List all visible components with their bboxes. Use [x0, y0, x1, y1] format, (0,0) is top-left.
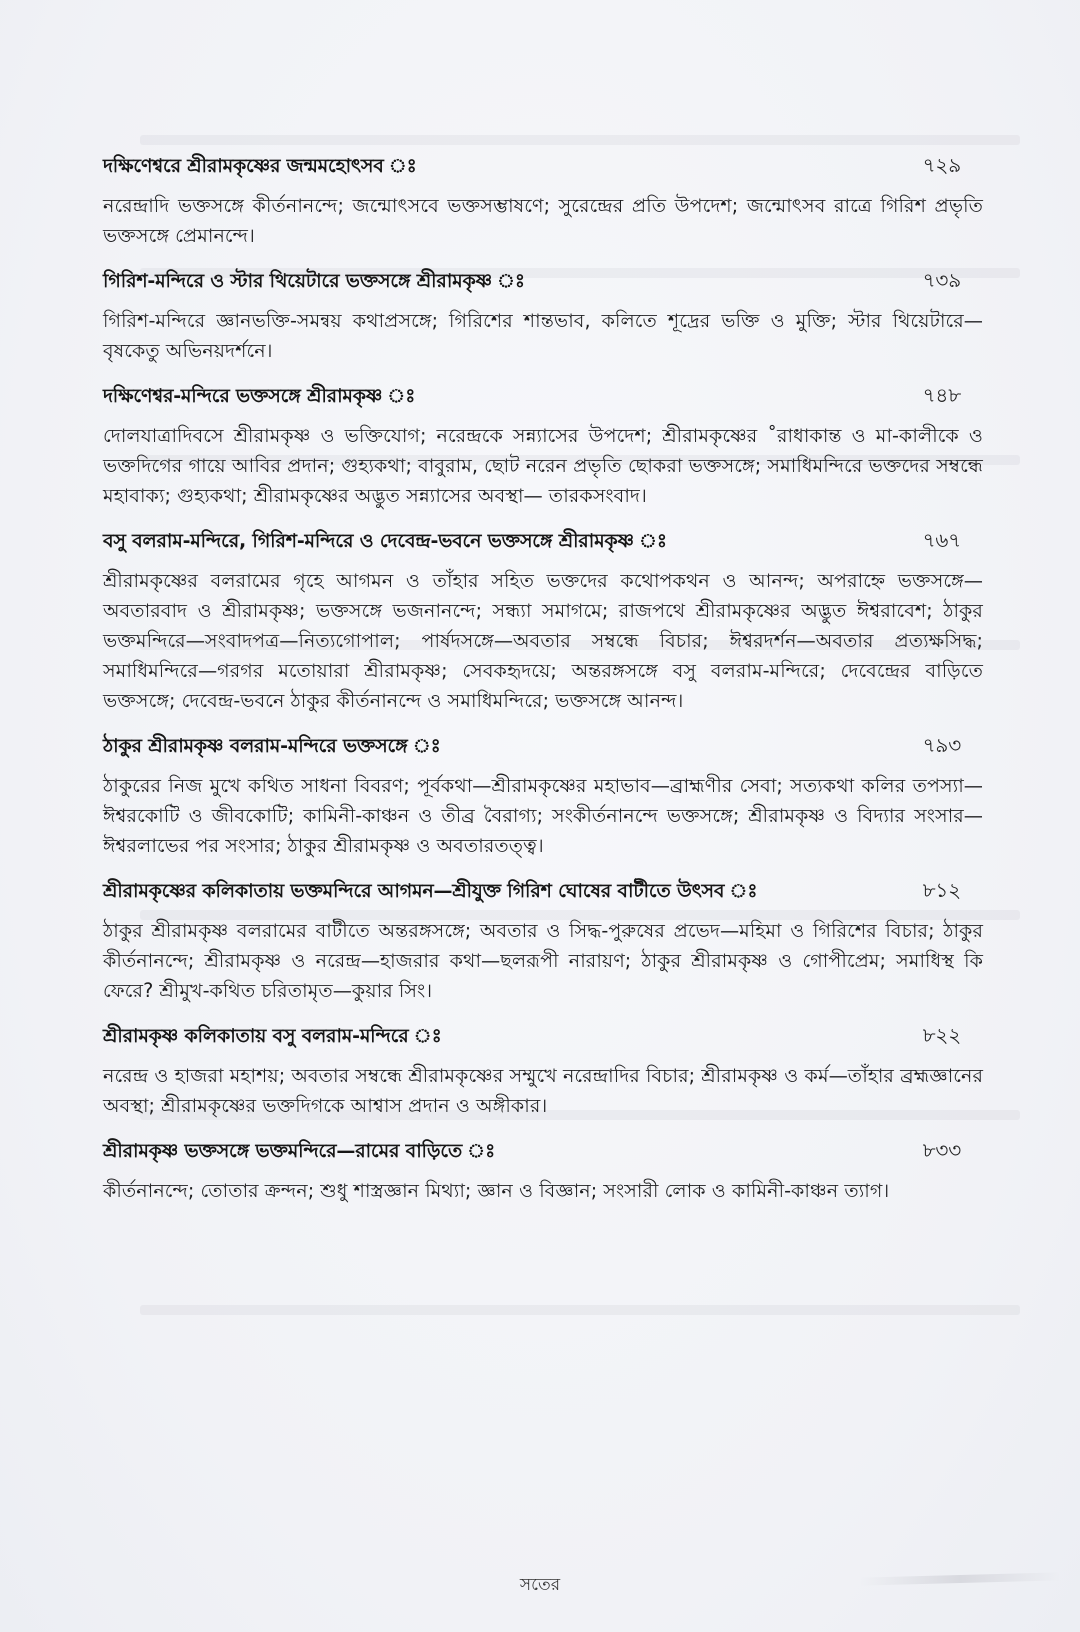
- toc-entry-title: বসু বলরাম-মন্দিরে, গিরিশ-মন্দিরে ও দেবেন্দ্র-ভবনে ভক্তসঙ্গে শ্রীরামকৃষ্ণ ঃ: [103, 530, 667, 552]
- toc-entry: [103, 525, 983, 716]
- toc-entry-description: ঠাকুরের নিজ মুখে কথিত সাধনা বিবরণ; পূর্বকথা—শ্রীরামকৃষ্ণের মহাভাব—ব্রাহ্মণীর সেবা; সত্যকথা কলির তপস্যা—ঈশ্বরকোটি ও জীবকোটি; কামিনী-কাঞ্চন ও তীব্র বৈরাগ্য; সংকীর্তনানন্দে ভক্তসঙ্গে; শ্রীরামকৃষ্ণ ও বিদ্যার সংসার—ঈশ্বরলাভের পর সংসার; ঠাকুর শ্রীরামকৃষ্ণ ও অবতারতত্ত্ব।: [103, 774, 983, 857]
- toc-entry-title: শ্রীরামকৃষ্ণের কলিকাতায় ভক্তমন্দিরে আগমন—শ্রীযুক্ত গিরিশ ঘোষের বাটীতে উৎসব ঃ: [103, 880, 758, 902]
- table-of-contents: [103, 150, 983, 1220]
- toc-entry-title: শ্রীরামকৃষ্ণ ভক্তসঙ্গে ভক্তমন্দিরে—রামের বাড়িতে ঃ: [103, 1140, 496, 1162]
- toc-entry-title: গিরিশ-মন্দিরে ও স্টার থিয়েটারে ভক্তসঙ্গে শ্রীরামকৃষ্ণ ঃ: [103, 270, 525, 292]
- toc-entry-description: নরেন্দ্র ও হাজরা মহাশয়; অবতার সম্বন্ধে শ্রীরামকৃষ্ণের সম্মুখে নরেন্দ্রাদির বিচার; শ্রীরামকৃষ্ণ ও কর্ম—তাঁহার ব্রহ্মজ্ঞানের অবস্থা; শ্রীরামকৃষ্ণের ভক্তদিগকে আশ্বাস প্রদান ও অঙ্গীকার।: [103, 1064, 983, 1117]
- toc-entry-page-number: ৮৩৩: [922, 1138, 961, 1162]
- toc-entry-title: দক্ষিণেশ্বর-মন্দিরে ভক্তসঙ্গে শ্রীরামকৃষ্ণ ঃ: [103, 385, 416, 407]
- toc-entry: [103, 1020, 983, 1121]
- toc-entry-page-number: ৭২৯: [922, 153, 961, 177]
- toc-entry-page-number: ৭৬৭: [922, 528, 961, 552]
- toc-entry-heading-row: [103, 1135, 983, 1166]
- page-footer-label: সতের: [519, 1575, 561, 1595]
- toc-entry-heading-row: [103, 525, 983, 556]
- toc-entry: [103, 380, 983, 511]
- toc-entry-description: গিরিশ-মন্দিরে জ্ঞানভক্তি-সমন্বয় কথাপ্রসঙ্গে; গিরিশের শান্তভাব, কলিতে শূদ্রের ভক্তি ও মুক্তি; স্টার থিয়েটারে—বৃষকেতু অভিনয়দর্শনে।: [103, 309, 983, 362]
- toc-entry-page-number: ৭৩৯: [922, 268, 961, 292]
- toc-entry: [103, 265, 983, 366]
- toc-entry-title: দক্ষিণেশ্বরে শ্রীরামকৃষ্ণের জন্মমহোৎসব ঃ: [103, 155, 417, 177]
- toc-entry-description: ঠাকুর শ্রীরামকৃষ্ণ বলরামের বাটীতে অন্তরঙ্গসঙ্গে; অবতার ও সিদ্ধ-পুরুষের প্রভেদ—মহিমা ও গিরিশের বিচার; ঠাকুর কীর্তনানন্দে; শ্রীরামকৃষ্ণ ও নরেন্দ্র—হাজরার কথা—ছলরূপী নারায়ণ; ঠাকুর শ্রীরামকৃষ্ণ ও গোপীপ্রেম; সমাধিস্থ কি ফেরে? শ্রীমুখ-কথিত চরিতামৃত—কুয়ার সিং।: [103, 919, 983, 1002]
- toc-entry: [103, 150, 983, 251]
- toc-entry-heading-row: [103, 380, 983, 411]
- toc-entry: [103, 875, 983, 1006]
- toc-entry-description: দোলযাত্রাদিবসে শ্রীরামকৃষ্ণ ও ভক্তিযোগ; নরেন্দ্রকে সন্ন্যাসের উপদেশ; শ্রীরামকৃষ্ণের ˚রাধাকান্ত ও মা-কালীকে ও ভক্তদিগের গায়ে আবির প্রদান; গুহ্যকথা; বাবুরাম, ছোট নরেন প্রভৃতি ছোকরা ভক্তসঙ্গে; সমাধিমন্দিরে ভক্তদের সম্বন্ধে মহাবাক্য; গুহ্যকথা; শ্রীরামকৃষ্ণের অদ্ভুত সন্ন্যাসের অবস্থা— তারকসংবাদ।: [103, 424, 983, 507]
- toc-entry-description: কীর্তনানন্দে; তোতার ক্রন্দন; শুধু শাস্ত্রজ্ঞান মিথ্যা; জ্ঞান ও বিজ্ঞান; সংসারী লোক ও কামিনী-কাঞ্চন ত্যাগ।: [103, 1179, 890, 1202]
- toc-entry-heading-row: [103, 875, 983, 906]
- toc-entry-title: ঠাকুর শ্রীরামকৃষ্ণ বলরাম-মন্দিরে ভক্তসঙ্গে ঃ: [103, 735, 441, 757]
- toc-entry: [103, 730, 983, 861]
- toc-entry-page-number: ৭৪৮: [922, 383, 961, 407]
- toc-entry-description: নরেন্দ্রাদি ভক্তসঙ্গে কীর্তনানন্দে; জন্মোৎসবে ভক্তসম্ভাষণে; সুরেন্দ্রের প্রতি উপদেশ; জন্মোৎসব রাত্রে গিরিশ প্রভৃতি ভক্তসঙ্গে প্রেমানন্দে।: [103, 194, 983, 247]
- toc-entry-page-number: ৭৯৩: [922, 733, 961, 757]
- toc-entry-title: শ্রীরামকৃষ্ণ কলিকাতায় বসু বলরাম-মন্দিরে ঃ: [103, 1025, 442, 1047]
- toc-entry-heading-row: [103, 1020, 983, 1051]
- toc-entry-page-number: ৮২২: [922, 1023, 961, 1047]
- bleed-through-line: [140, 1305, 1020, 1315]
- toc-entry: [103, 1135, 983, 1206]
- toc-entry-page-number: ৮১২: [922, 878, 961, 902]
- toc-entry-heading-row: [103, 150, 983, 181]
- toc-entry-description: শ্রীরামকৃষ্ণের বলরামের গৃহে আগমন ও তাঁহার সহিত ভক্তদের কথোপকথন ও আনন্দ; অপরাহ্নে ভক্তসঙ্গে—অবতারবাদ ও শ্রীরামকৃষ্ণ; ভক্তসঙ্গে ভজনানন্দে; সন্ধ্যা সমাগমে; রাজপথে শ্রীরামকৃষ্ণের অদ্ভুত ঈশ্বরাবেশ; ঠাকুর ভক্তমন্দিরে—সংবাদপত্র—নিত্যগোপাল; পার্ষদসঙ্গে—অবতার সম্বন্ধে বিচার; ঈশ্বরদর্শন—অবতার প্রত্যক্ষসিদ্ধ; সমাধিমন্দিরে—গরগর মতোয়ারা শ্রীরামকৃষ্ণ; সেবকহৃদয়ে; অন্তরঙ্গসঙ্গে বসু বলরাম-মন্দিরে; দেবেন্দ্রের বাড়িতে ভক্তসঙ্গে; দেবেন্দ্র-ভবনে ঠাকুর কীর্তনানন্দে ও সমাধিমন্দিরে; ভক্তসঙ্গে আনন্দ।: [103, 569, 983, 712]
- toc-entry-heading-row: [103, 730, 983, 761]
- toc-entry-heading-row: [103, 265, 983, 296]
- bleed-through-line: [140, 135, 1020, 145]
